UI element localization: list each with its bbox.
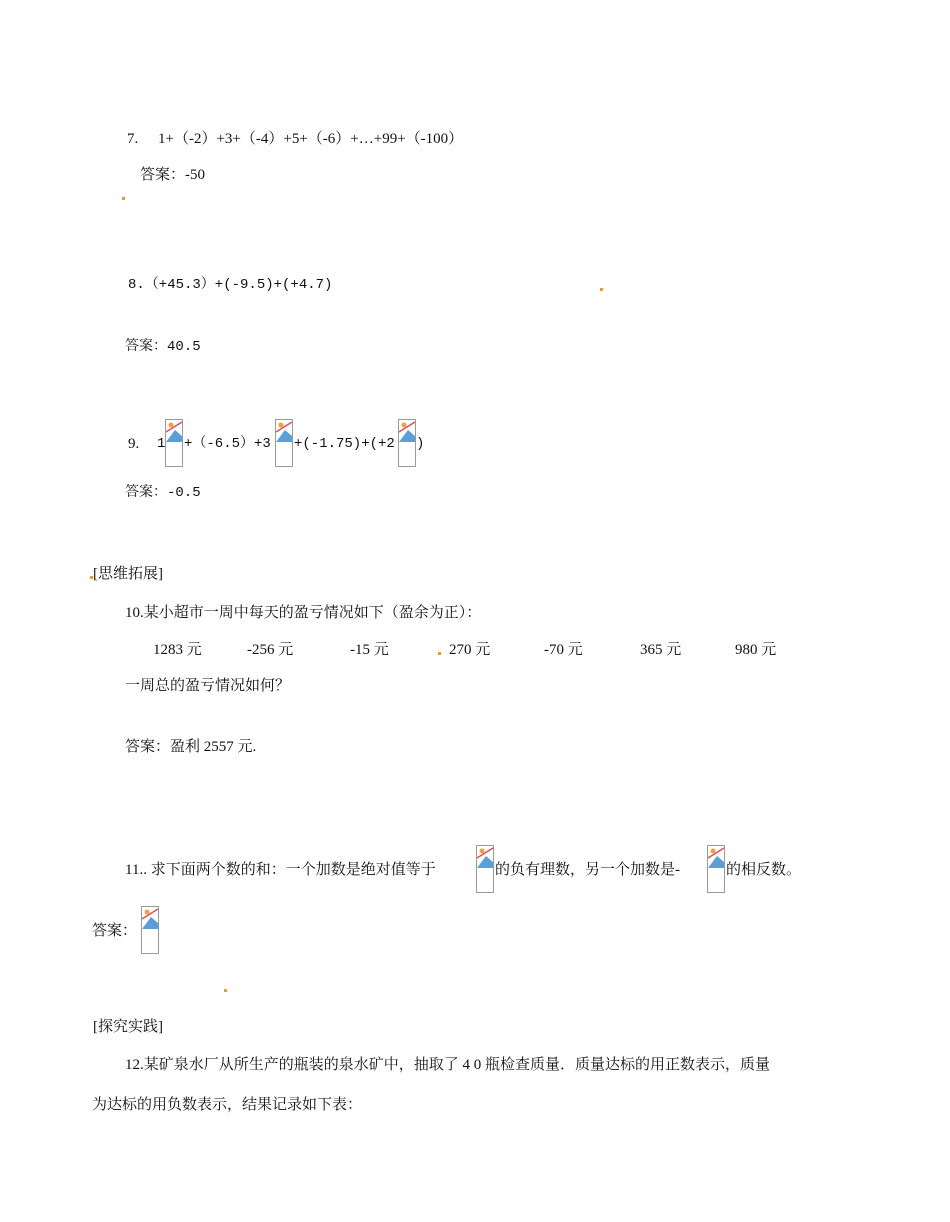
q9-part3: +(-1.75)+(+2 (294, 436, 395, 452)
q11-part3: 的相反数。 (726, 862, 802, 878)
fraction-image-placeholder (398, 419, 416, 467)
q9-part2: +（-6.5）+3 (184, 436, 271, 452)
q10-text: 10.某小超市一周中每天的盈亏情况如下（盈余为正）： (125, 605, 482, 621)
broken-image-icon (477, 846, 493, 868)
artifact-dot (224, 989, 227, 992)
q10-value: -15 元 (350, 642, 389, 658)
q11-part1: 11.. 求下面两个数的和：一个加数是绝对值等于 (125, 862, 436, 878)
q10-value: 980 元 (735, 642, 777, 658)
q9-answer: 答案：-0.5 (125, 485, 201, 501)
q7-answer: 答案：-50 (140, 167, 205, 183)
q12-line1: 12.某矿泉水厂从所生产的瓶装的泉水矿中，抽取了 4 0 瓶检查质量．质量达标的用正数表示，质量 (125, 1057, 771, 1073)
artifact-dot (122, 197, 125, 200)
broken-image-icon (399, 420, 415, 442)
q7-number: 7. (127, 131, 139, 147)
answer-image-placeholder (141, 906, 159, 954)
q10-value: 365 元 (640, 642, 682, 658)
q8-answer: 答案：40.5 (125, 339, 201, 355)
broken-image-icon (166, 420, 182, 442)
q10-answer: 答案：盈利 2557 元. (125, 739, 257, 755)
fraction-image-placeholder (165, 419, 183, 467)
broken-image-icon (276, 420, 292, 442)
q9-number: 9. (128, 436, 140, 452)
section-title-thinking: [思维拓展] (93, 566, 163, 582)
q10-value: -256 元 (247, 642, 294, 658)
q12-line2: 为达标的用负数表示，结果记录如下表： (92, 1097, 363, 1113)
broken-image-icon (142, 907, 158, 929)
artifact-dot (438, 652, 441, 655)
q9-part4: ) (416, 436, 425, 452)
section-title-practice: [探究实践] (93, 1019, 163, 1035)
q11-part2: 的负有理数，另一个加数是- (495, 862, 680, 878)
q11-answer: 答案： (92, 923, 138, 939)
q10-question: 一周总的盈亏情况如何？ (125, 678, 291, 694)
fraction-image-placeholder (707, 845, 725, 893)
fraction-image-placeholder (476, 845, 494, 893)
broken-image-icon (708, 846, 724, 868)
q7-expression: 1+（-2）+3+（-4）+5+（-6）+…+99+（-100） (158, 131, 464, 147)
q10-value: -70 元 (544, 642, 583, 658)
q10-value: 270 元 (449, 642, 491, 658)
fraction-image-placeholder (275, 419, 293, 467)
q8-expression: 8.（+45.3）+(-9.5)+(+4.7) (128, 277, 333, 293)
q10-value: 1283 元 (153, 642, 202, 658)
q9-part1: 1 (157, 436, 166, 452)
artifact-dot (600, 288, 603, 291)
